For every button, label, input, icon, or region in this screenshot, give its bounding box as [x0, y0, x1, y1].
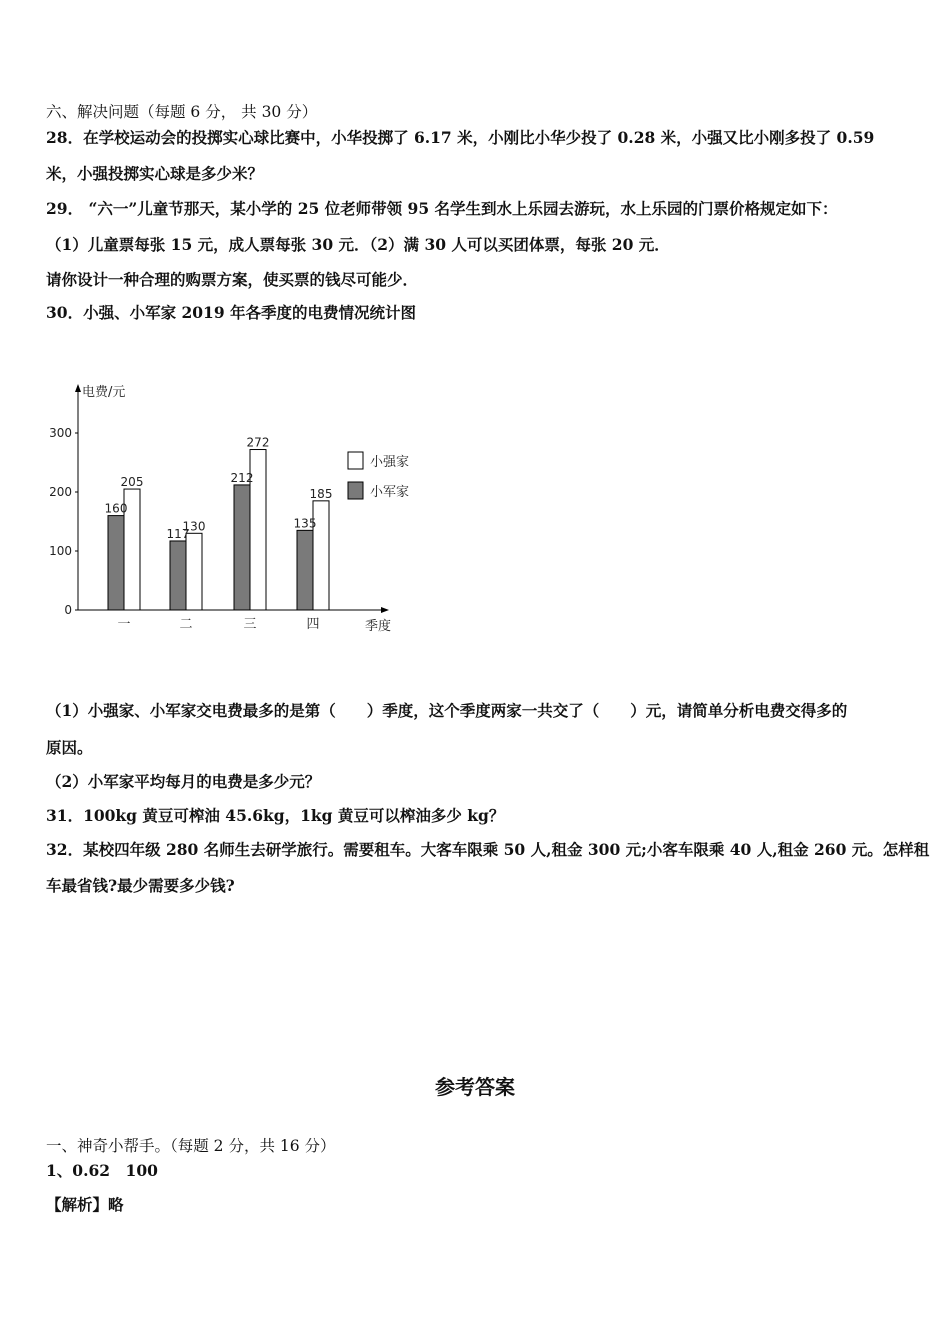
q31: 31．100kg 黄豆可榨油 45.6kg，1kg 黄豆可以榨油多少 kg？ [46, 806, 505, 825]
q30-sub2: （2）小军家平均每月的电费是多少元？ [46, 772, 321, 791]
chart-labels [49, 384, 391, 634]
bar [108, 516, 124, 610]
q28-line2: 米，小强投掷实心球是多少米？ [46, 164, 264, 183]
q28-line1: 28．在学校运动会的投掷实心球比赛中，小华投掷了 6.17 米，小刚比小华少投了 0.28 米，小强又比小刚多投了 0.59 [46, 128, 875, 147]
q29-line3: 请你设计一种合理的购票方案，使买票的钱尽可能少． [46, 270, 419, 289]
bar [297, 530, 313, 610]
q30-title: 30．小强、小军家 2019 年各季度的电费情况统计图 [46, 303, 417, 322]
x-axis-arrow [381, 607, 389, 613]
bar-value-label: 272 [246, 435, 270, 450]
section6-heading: 六、解决问题（每题 6 分， 共 30 分） [46, 103, 318, 121]
y-axis-arrow [75, 384, 81, 392]
answer-1: 1、0.62 100 [46, 1161, 158, 1180]
y-tick-label: 100 [49, 544, 72, 558]
category-label: 二 [179, 617, 193, 632]
answers-title: 参考答案 [435, 1075, 515, 1099]
q32-line1: 32．某校四年级 280 名师生去研学旅行。需要租车。大客车限乘 50 人,租金 300 元;小客车限乘 40 人,租金 260 元。怎样租 [46, 840, 930, 859]
q32-line2: 车最省钱?最少需要多少钱? [46, 876, 235, 895]
y-tick-label: 0 [64, 603, 72, 617]
bar-value-label: 130 [182, 519, 206, 534]
q30-sub1-line2: 原因。 [46, 738, 93, 757]
bar [186, 533, 202, 610]
legend-swatch [348, 482, 363, 499]
legend-label: 小强家 [370, 455, 410, 470]
bar-value-label: 212 [230, 470, 254, 485]
chart-legend [348, 452, 409, 500]
bar [234, 485, 250, 610]
x-axis-label: 季度 [365, 619, 392, 634]
y-tick-label: 300 [49, 426, 72, 440]
electricity-bar-chart [40, 370, 420, 650]
legend-label: 小军家 [370, 485, 410, 500]
category-label: 一 [117, 617, 131, 632]
bar-value-label: 135 [293, 516, 317, 531]
q30-sub1-line1: （1）小强家、小军家交电费最多的是第（ ）季度，这个季度两家一共交了（ ）元，请简单分析电费交得多的 [46, 701, 848, 720]
category-label: 四 [306, 617, 320, 632]
answers-section1: 一、神奇小帮手。（每题 2 分，共 16 分） [46, 1137, 336, 1155]
q29-line1: 29． “六一”儿童节那天，某小学的 25 位老师带领 95 名学生到水上乐园去游玩，水上乐园的门票价格规定如下： [46, 199, 838, 218]
legend-swatch [348, 452, 363, 469]
y-tick-label: 200 [49, 485, 72, 499]
bar-value-label: 205 [120, 475, 144, 490]
bar-value-label: 117 [166, 526, 190, 541]
bar-value-label: 160 [104, 501, 128, 516]
answer-analysis: 【解析】略 [46, 1195, 124, 1214]
y-axis-label: 电费/元 [82, 385, 126, 400]
bar-value-label: 185 [309, 486, 333, 501]
q29-line2: （1）儿童票每张 15 元，成人票每张 30 元．（2）满 30 人可以买团体票，每张 20 元． [46, 235, 670, 254]
bar [170, 541, 186, 610]
category-label: 三 [243, 617, 257, 632]
